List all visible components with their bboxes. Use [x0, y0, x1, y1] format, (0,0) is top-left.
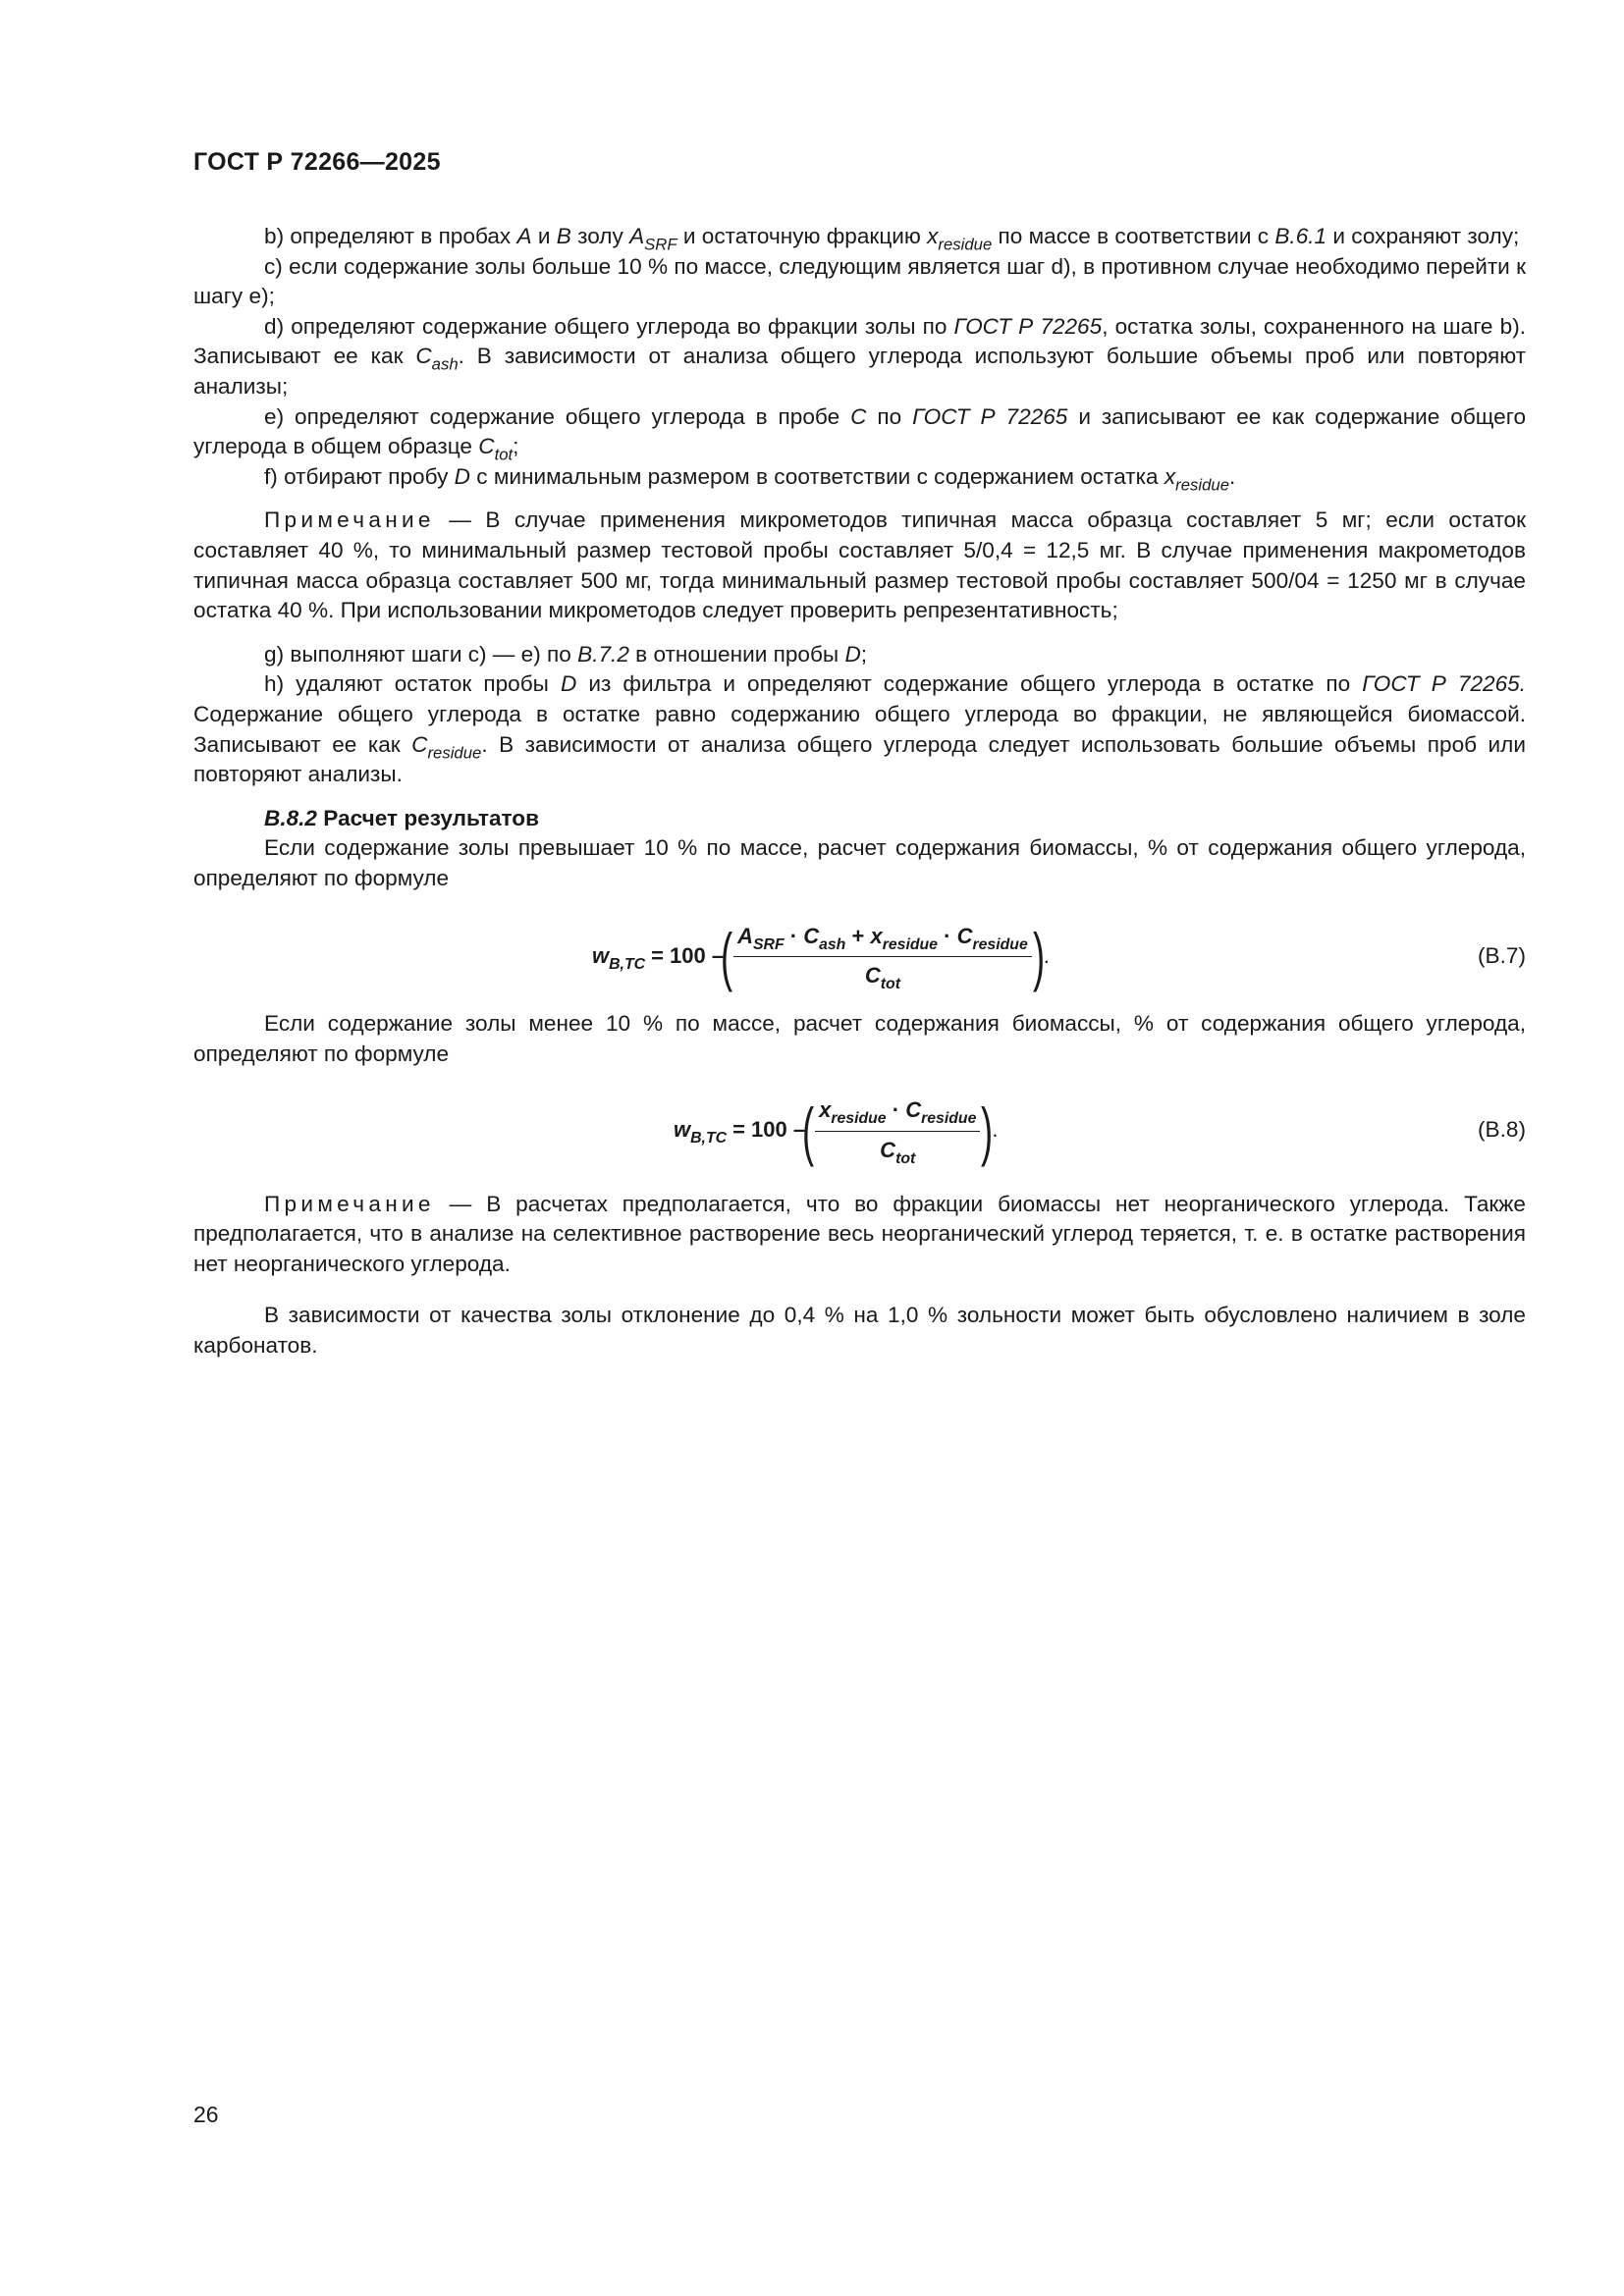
step-g: g) выполняют шаги c) — e) по B.7.2 в отношении пробы D;	[264, 641, 868, 667]
equation-number-b8: (B.8)	[1478, 1117, 1526, 1143]
document-body	[193, 222, 1526, 1362]
step-e: e) определяют содержание общего углерода в пробе C по ГОСТ Р 72265 и записывают ее как содержание общего углерода в общем образце $C_{tot}$;	[193, 403, 1527, 464]
note-inorganic-carbon: Примечание — В расчетах предполагается, что во фракции биомассы нет неорганического углерода. Также предполагается, что в анализе на селективное растворение весь неорганический углерод теряется, т. е. в остатке растворения нет неорганического углерода.	[193, 1191, 1526, 1276]
step-b: b) определяют в пробах A и B золу $A_{SRF}$ и остаточную фракцию $x_{residue}$ по массе в соответствии с B.6.1 и сохраняют золу;	[264, 224, 1520, 254]
note-label: Примечание	[264, 1191, 435, 1216]
formula8-intro: Если содержание золы менее 10 % по массе, расчет содержания биомассы, % от содержания общего углерода, определяют по формуле	[193, 1011, 1526, 1067]
page-number: 26	[193, 2102, 219, 2127]
formula-b8-expression: $w_{B,TC}$ = 100 – ( $\frac{x_{residue} \cdot C_{residue}}{C_{tot}}$ ) .	[674, 1094, 999, 1167]
right-paren: )	[981, 1094, 994, 1167]
left-paren: (	[802, 1094, 815, 1167]
equation-number-b7: (B.7)	[1478, 943, 1526, 969]
formula-b8	[193, 1086, 1526, 1176]
right-paren: )	[1032, 920, 1045, 993]
left-paren: (	[721, 920, 733, 993]
formula-b7-fraction: $\frac{A_{SRF} \cdot C_{ash} + x_{residue} \cdot C_{residue}}{C_{tot}}$	[733, 922, 1032, 991]
formula7-intro: Если содержание золы превышает 10 % по массе, расчет содержания биомассы, % от содержания общего углерода, определяют по формуле	[193, 835, 1526, 890]
formula-b7-expression: $w_{B,TC}$ = 100 – ( $\frac{A_{SRF} \cdot C_{ash} + x_{residue} \cdot C_{residue}}{C_{tot}}$ ) .	[592, 920, 1050, 993]
section-heading: B.8.2 Расчет результатов	[264, 805, 539, 830]
step-f: f) отбирают пробу D с минимальным размером в соответствии с содержанием остатка $x_{residue}$.	[264, 463, 1236, 495]
note-label: Примечание	[264, 507, 435, 533]
step-d: d) определяют содержание общего углерода во фракции золы по ГОСТ Р 72265, остатка золы, сохраненного на шаге b). Записывают ее как $C_{ash}$. В зависимости от анализа общего углерода используют большие объемы проб или повторяют анализы;	[193, 313, 1526, 399]
step-h: h) удаляют остаток пробы D из фильтра и определяют содержание общего углерода в остатке по ГОСТ Р 72265. Содержание общего углерода в остатке равно содержанию общего углерода во фракции, не являющейся биомассой. Записывают ее как $C_{residue}$. В зависимости от анализа общего углерода следует использовать большие объемы проб или повторяют анализы.	[193, 671, 1526, 787]
note-micromethods: Примечание — В случае применения микрометодов типичная масса образца составляет 5 мг; если остаток составляет 40 %, то минимальный размер тестовой пробы составляет 5/0,4 = 12,5 мг. В случае применения макрометодов типичная масса образца составляет 500 мг, тогда минимальный размер тестовой пробы составляет 500/04 = 1250 мг в случае остатка 40 %. При использовании микрометодов следует проверить репрезентативность;	[193, 507, 1526, 623]
step-c: c) если содержание золы больше 10 % по массе, следующим является шаг d), в противном случае необходимо перейти к шагу e);	[193, 253, 1526, 309]
formula-b7	[193, 911, 1526, 1001]
formula-b8-fraction: $\frac{x_{residue} \cdot C_{residue}}{C_{tot}}$	[815, 1095, 980, 1165]
document-header: ГОСТ Р 72266—2025	[193, 148, 441, 176]
closing-paragraph: В зависимости от качества золы отклонение до 0,4 % на 1,0 % зольности может быть обусловлено наличием в золе карбонатов.	[193, 1303, 1526, 1359]
